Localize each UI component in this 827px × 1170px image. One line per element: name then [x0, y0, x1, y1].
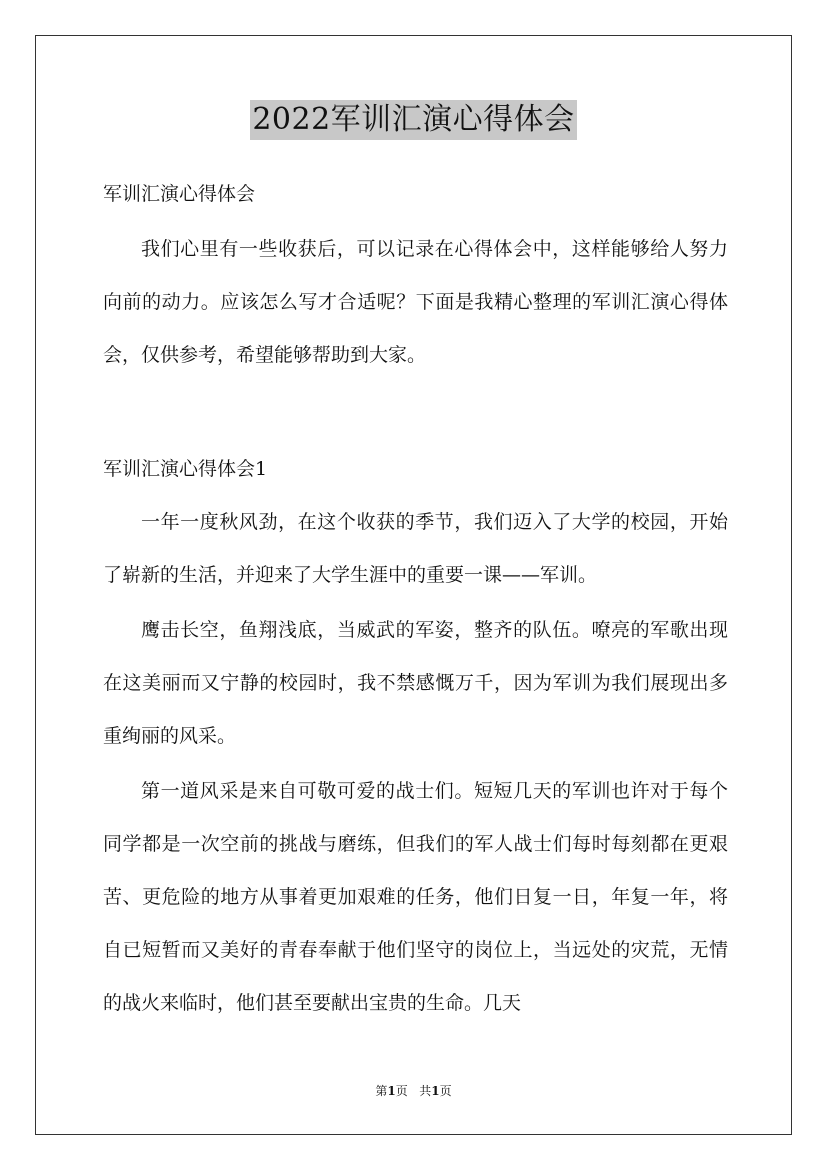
- document-title: 2022军训汇演心得体会: [250, 100, 576, 140]
- body-paragraph-1: 一年一度秋风劲，在这个收获的季节，我们迈入了大学的校园，开始了崭新的生活，并迎来了大学生涯中的重要一课——军训。: [103, 511, 728, 586]
- footer-page-prefix: 第: [375, 1084, 388, 1098]
- document-subtitle: 军训汇演心得体会: [103, 183, 256, 205]
- footer-page-number: 1: [387, 1084, 396, 1098]
- body-paragraph-3: 第一道风采是来自可敬可爱的战士们。短短几天的军训也许对于每个同学都是一次空前的挑战与磨练，但我们的军人战士们每时每刻都在更艰苦、更危险的地方从事着更加艰难的任务，他们日复一日，年复一年，将自已短暂而又美好的青春奉献于他们坚守的岗位上，当远处的灾荒，无情的战火来临时，他们甚至要献出宝贵的生命。几天: [103, 780, 728, 1014]
- page-footer: [0, 1083, 827, 1099]
- footer-total-prefix: 共: [419, 1084, 432, 1098]
- title-container: [0, 100, 827, 140]
- footer-total-word: 页: [439, 1084, 452, 1098]
- footer-total-number: 1: [431, 1084, 440, 1098]
- document-body: [103, 175, 728, 1030]
- footer-page-word: 页: [395, 1084, 408, 1098]
- intro-paragraph: 我们心里有一些收获后，可以记录在心得体会中，这样能够给人努力向前的动力。应该怎么写才合适呢？下面是我精心整理的军训汇演心得体会，仅供参考，希望能够帮助到大家。: [103, 238, 728, 366]
- body-paragraph-2: 鹰击长空，鱼翔浅底，当威武的军姿，整齐的队伍。嘹亮的军歌出现在这美丽而又宁静的校园时，我不禁感慨万千，因为军训为我们展现出多重绚丽的风采。: [103, 619, 728, 747]
- section-heading: 军训汇演心得体会1: [103, 458, 268, 480]
